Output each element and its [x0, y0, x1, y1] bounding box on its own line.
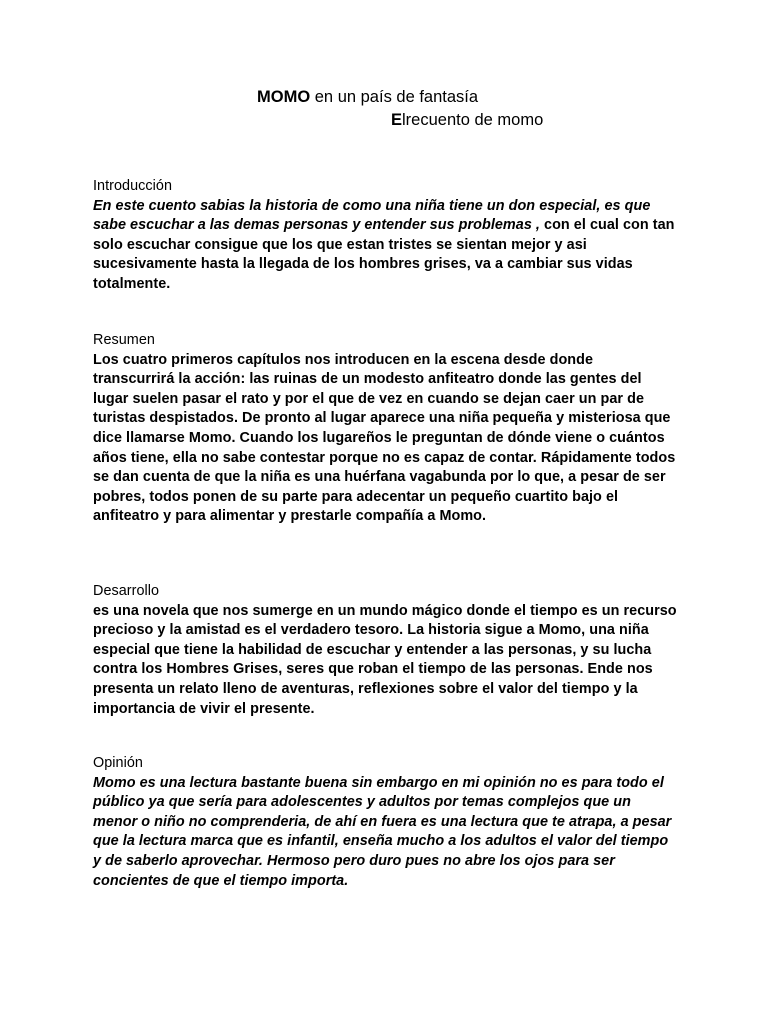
document-subtitle [391, 109, 543, 131]
section-resumen [93, 331, 678, 527]
section-introduccion [93, 177, 678, 295]
section-body: Momo es una lectura bastante buena sin embargo en mi opinión no es para todo el público ya que sería para adolescentes y adultos por temas complejos que un menor o niño no comprenderia, de ahí en fuera es una lectura que te atrapa, a pesar que la lectura marca que es infantil, enseña mucho a los adultos el valor del tiempo y de saberlo aprovechar. Hermoso pero duro pues no abre los ojos para ser concientes de que el tiempo importa. [93, 774, 672, 889]
section-body: es una novela que nos sumerge en un mundo mágico donde el tiempo es un recurso precioso y la amistad es el verdadero tesoro. La historia sigue a Momo, una niña especial que tiene la habilidad de escuchar y entender a las personas, y su lucha contra los Hombres Grises, seres que roban el tiempo de las personas. Ende nos presenta un relato lleno de aventuras, reflexiones sobre el valor del tiempo y la importancia de vivir el presente. [93, 602, 677, 717]
section-desarrollo [93, 582, 678, 719]
section-body-italic: En este cuento sabias la historia de como una niña tiene un don especial, es que sabe escuchar a las demas personas y entender sus problemas , [93, 197, 651, 234]
document-title [257, 86, 478, 108]
section-heading: Introducción [93, 178, 172, 194]
subtitle-initial: E [391, 111, 403, 129]
section-body [93, 197, 678, 295]
section-heading: Desarrollo [93, 583, 160, 599]
title-bold-word: MOMO [257, 88, 311, 106]
subtitle-rest: lrecuento de momo [402, 111, 544, 129]
section-heading: Opinión [93, 755, 143, 771]
section-body: Los cuatro primeros capítulos nos introducen en la escena desde donde transcurrirá la acción: las ruinas de un modesto anfiteatro donde las gentes del lugar suelen pasar el rato y por el que de vez en cuando se dejan caer un par de turistas despistados. De pronto al lugar aparece una niña pequeña y misteriosa que dice llamarse Momo. Cuando los lugareños le preguntan de dónde viene o cuántos años tiene, ella no sabe contestar porque no es capaz de contar. Rápidamente todos se dan cuenta de que la niña es una huérfana vagabunda por lo que, a pesar de ser pobres, todos ponen de su parte para adecentar un pequeño cuartito bajo el anfiteatro y para alimentar y prestarle compañía a Momo. [93, 351, 676, 525]
section-opinion [93, 754, 678, 891]
section-body-regular: con el cual con tan solo escuchar consigue que los que estan tristes se sientan mejor y asi sucesivamente hasta la llegada de los hombres grises, va a cambiar sus vidas totalmente. [93, 217, 675, 292]
title-rest: en un país de fantasía [310, 88, 479, 106]
section-heading: Resumen [93, 332, 155, 348]
